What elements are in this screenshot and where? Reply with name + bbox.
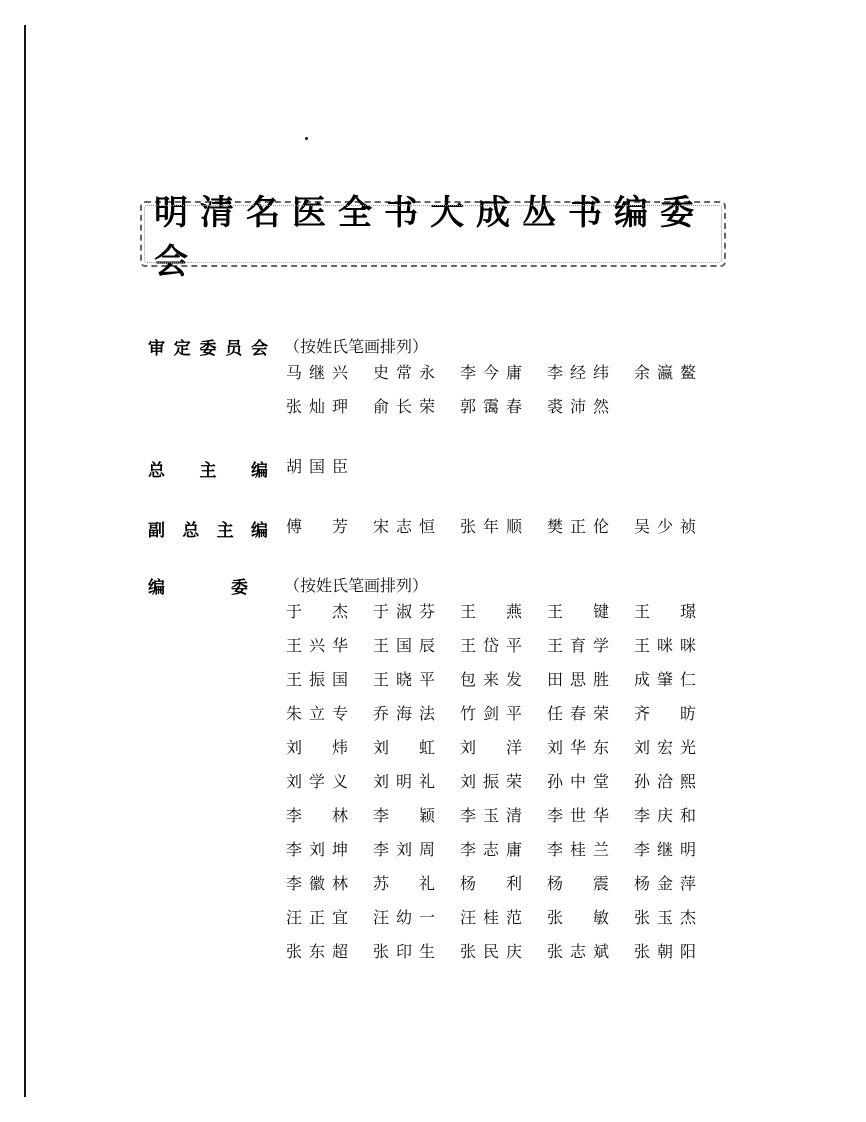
role-label: 总 主 编 <box>148 461 268 481</box>
person-name: 李 今 庸 <box>460 363 522 382</box>
person-name: 刘 虹 <box>373 738 435 757</box>
person-name: 刘 洋 <box>460 738 522 757</box>
title-frame <box>140 193 726 282</box>
person-name: 张 民 庆 <box>460 942 522 961</box>
person-name: 于 杰 <box>286 602 348 621</box>
person-name: 汪 正 宜 <box>286 908 348 927</box>
person-name: 王 璟 <box>634 602 696 621</box>
person-name: 张 印 生 <box>373 942 435 961</box>
person-name: 李 桂 兰 <box>547 840 609 859</box>
person-name: 刘 明 礼 <box>373 772 435 791</box>
person-name: 李 世 华 <box>547 806 609 825</box>
person-name: 李 庆 和 <box>634 806 696 825</box>
person-name: 竹 剑 平 <box>460 704 522 723</box>
person-name: 吴 少 祯 <box>634 517 696 536</box>
person-name: 田 思 胜 <box>547 670 609 689</box>
person-name: 李 颖 <box>373 806 435 825</box>
person-name: 刘 华 东 <box>547 738 609 757</box>
person-name: 乔 海 法 <box>373 704 435 723</box>
person-name: 张 志 斌 <box>547 942 609 961</box>
person-name: 张 年 顺 <box>460 517 522 536</box>
person-name: 胡 国 臣 <box>286 457 348 476</box>
person-name: 成 肇 仁 <box>634 670 696 689</box>
page-title: 明清名医全书大成丛书编委会 <box>154 193 706 282</box>
person-name: 张 灿 玾 <box>286 397 348 416</box>
person-name: 王 晓 平 <box>373 670 435 689</box>
name-list <box>286 456 808 478</box>
person-name: 王 国 辰 <box>373 636 435 655</box>
person-name: 史 常 永 <box>373 363 435 382</box>
name-list <box>286 516 808 538</box>
person-name: 杨 利 <box>460 874 522 893</box>
person-name: 王 兴 华 <box>286 636 348 655</box>
person-name: 李 经 纬 <box>547 363 609 382</box>
person-name: 张 朝 阳 <box>634 942 696 961</box>
person-name: 余 瀛 鳌 <box>634 363 696 382</box>
person-name: 李 玉 清 <box>460 806 522 825</box>
person-name: 王 键 <box>547 602 609 621</box>
person-name: 刘 宏 光 <box>634 738 696 757</box>
person-name: 刘 炜 <box>286 738 348 757</box>
person-name: 马 继 兴 <box>286 363 348 382</box>
person-name: 李 志 庸 <box>460 840 522 859</box>
name-list <box>286 356 721 424</box>
scan-speck <box>305 137 308 140</box>
person-name: 宋 志 恒 <box>373 517 435 536</box>
person-name: 张 东 超 <box>286 942 348 961</box>
name-list <box>286 595 721 969</box>
person-name: 于 淑 芬 <box>373 602 435 621</box>
person-name: 傅 芳 <box>286 517 348 536</box>
person-name: 杨 震 <box>547 874 609 893</box>
person-name: 汪 幼 一 <box>373 908 435 927</box>
person-name: 王 育 学 <box>547 636 609 655</box>
person-name: 李 徽 林 <box>286 874 348 893</box>
person-name: 王 振 国 <box>286 670 348 689</box>
person-name: 刘 振 荣 <box>460 772 522 791</box>
page-margin-line <box>24 25 26 1097</box>
person-name: 俞 长 荣 <box>373 397 435 416</box>
person-name: 孙 中 堂 <box>547 772 609 791</box>
person-name: 王 咪 咪 <box>634 636 696 655</box>
person-name: 李 继 明 <box>634 840 696 859</box>
person-name: 刘 学 义 <box>286 772 348 791</box>
person-name: 郭 霭 春 <box>460 397 522 416</box>
person-name: 苏 礼 <box>373 874 435 893</box>
person-name: 王 岱 平 <box>460 636 522 655</box>
person-name: 杨 金 萍 <box>634 874 696 893</box>
role-label: 审 定 委 员 会 <box>148 339 268 359</box>
person-name: 李 林 <box>286 806 348 825</box>
person-name: 包 来 发 <box>460 670 522 689</box>
role-label: 副 总 主 编 <box>148 521 268 541</box>
person-name: 樊 正 伦 <box>547 517 609 536</box>
person-name: 齐 昉 <box>634 704 696 723</box>
person-name: 任 春 荣 <box>547 704 609 723</box>
ordering-note: （按姓氏笔画排列） <box>284 337 429 356</box>
role-label: 编 委 <box>148 578 248 598</box>
person-name: 裘 沛 然 <box>547 397 609 416</box>
person-name: 李 刘 坤 <box>286 840 348 859</box>
person-name: 张 玉 杰 <box>634 908 696 927</box>
person-name: 孙 洽 熙 <box>634 772 696 791</box>
person-name: 张 敏 <box>547 908 609 927</box>
person-name: 王 燕 <box>460 602 522 621</box>
ordering-note: （按姓氏笔画排列） <box>284 576 429 595</box>
person-name: 李 刘 周 <box>373 840 435 859</box>
person-name: 朱 立 专 <box>286 704 348 723</box>
person-name: 汪 桂 范 <box>460 908 522 927</box>
